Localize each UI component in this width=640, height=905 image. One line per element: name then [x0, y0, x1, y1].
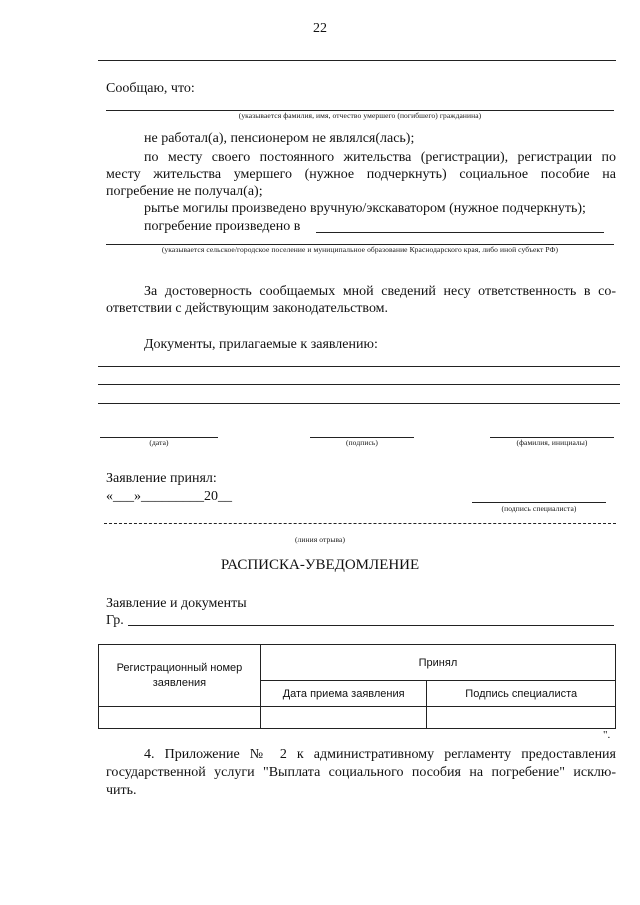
- responsibility-line-b: ответствии с действующим законодательством.: [106, 301, 389, 316]
- receipt-citizen-label: Гр.: [106, 613, 124, 628]
- statement-line-2b: месту жительства умершего (нужное подчеркнуть) социальное пособие на: [106, 167, 616, 182]
- caption-date: (дата): [149, 438, 169, 447]
- tear-line: [104, 523, 616, 524]
- top-divider: [98, 60, 616, 61]
- documents-line-3: [98, 403, 620, 404]
- documents-line-2: [98, 384, 620, 385]
- accepted-header-cell: [260, 645, 615, 681]
- date-template: «___»_________20__: [106, 489, 232, 504]
- caption-location: (указывается сельское/городское поселение и муниципальное образование Краснодарского края, либо иной субъект РФ): [161, 245, 559, 254]
- statement-line-4: погребение произведено в: [144, 219, 301, 234]
- documents-label: Документы, прилагаемые к заявлению:: [144, 337, 378, 352]
- registration-table: [98, 644, 616, 729]
- accepted-label: Заявление принял:: [106, 471, 217, 486]
- caption-name: (фамилия, инициалы): [516, 438, 588, 447]
- page-number: 22: [313, 21, 327, 36]
- statement-line-2c: погребение не получал(а);: [106, 184, 263, 199]
- clause-4-line-c: чить.: [106, 783, 137, 798]
- specialist-signature-line: [472, 502, 606, 503]
- reg-number-header-cell: [99, 645, 261, 707]
- date-header-cell: [260, 681, 427, 707]
- closing-quote: ".: [603, 729, 611, 741]
- signature-header: Подпись специалиста: [465, 687, 578, 700]
- report-intro: Сообщаю, что:: [106, 81, 195, 96]
- responsibility-line-a: За достоверность сообщаемых мной сведений несу ответственность в со-: [144, 284, 616, 299]
- signature-header-cell: [427, 681, 616, 707]
- burial-place-line: [316, 232, 604, 233]
- documents-line-1: [98, 366, 620, 367]
- caption-signature: (подпись): [345, 438, 379, 447]
- clause-4-line-b: государственной услуги "Выплата социального пособия на погребение" исклю-: [106, 765, 616, 780]
- date-value-cell: [260, 707, 427, 729]
- caption-tear-line: (линия отрыва): [294, 535, 346, 544]
- receipt-docs-label: Заявление и документы: [106, 596, 247, 611]
- date-header: Дата приема заявления: [282, 687, 405, 700]
- reg-number-header: Регистрационный номер заявления: [116, 661, 243, 689]
- caption-deceased: (указывается фамилия, имя, отчество умершего (погибшего) гражданина): [238, 111, 482, 120]
- clause-4-line-a: 4. Приложение № 2 к административному регламенту предоставления: [144, 747, 616, 762]
- citizen-name-line: [128, 625, 614, 626]
- statement-line-3: рытье могилы произведено вручную/экскаватором (нужное подчеркнуть);: [144, 201, 586, 216]
- signature-value-cell: [427, 707, 616, 729]
- accepted-header: Принял: [418, 656, 458, 669]
- statement-line-1: не работал(а), пенсионером не являлся(лась);: [144, 131, 415, 146]
- reg-number-value-cell: [99, 707, 261, 729]
- caption-specialist-signature: (подпись специалиста): [501, 504, 577, 513]
- statement-line-2a: по месту своего постоянного жительства (регистрации), регистрации по: [144, 150, 616, 165]
- receipt-title: РАСПИСКА-УВЕДОМЛЕНИЕ: [220, 557, 420, 573]
